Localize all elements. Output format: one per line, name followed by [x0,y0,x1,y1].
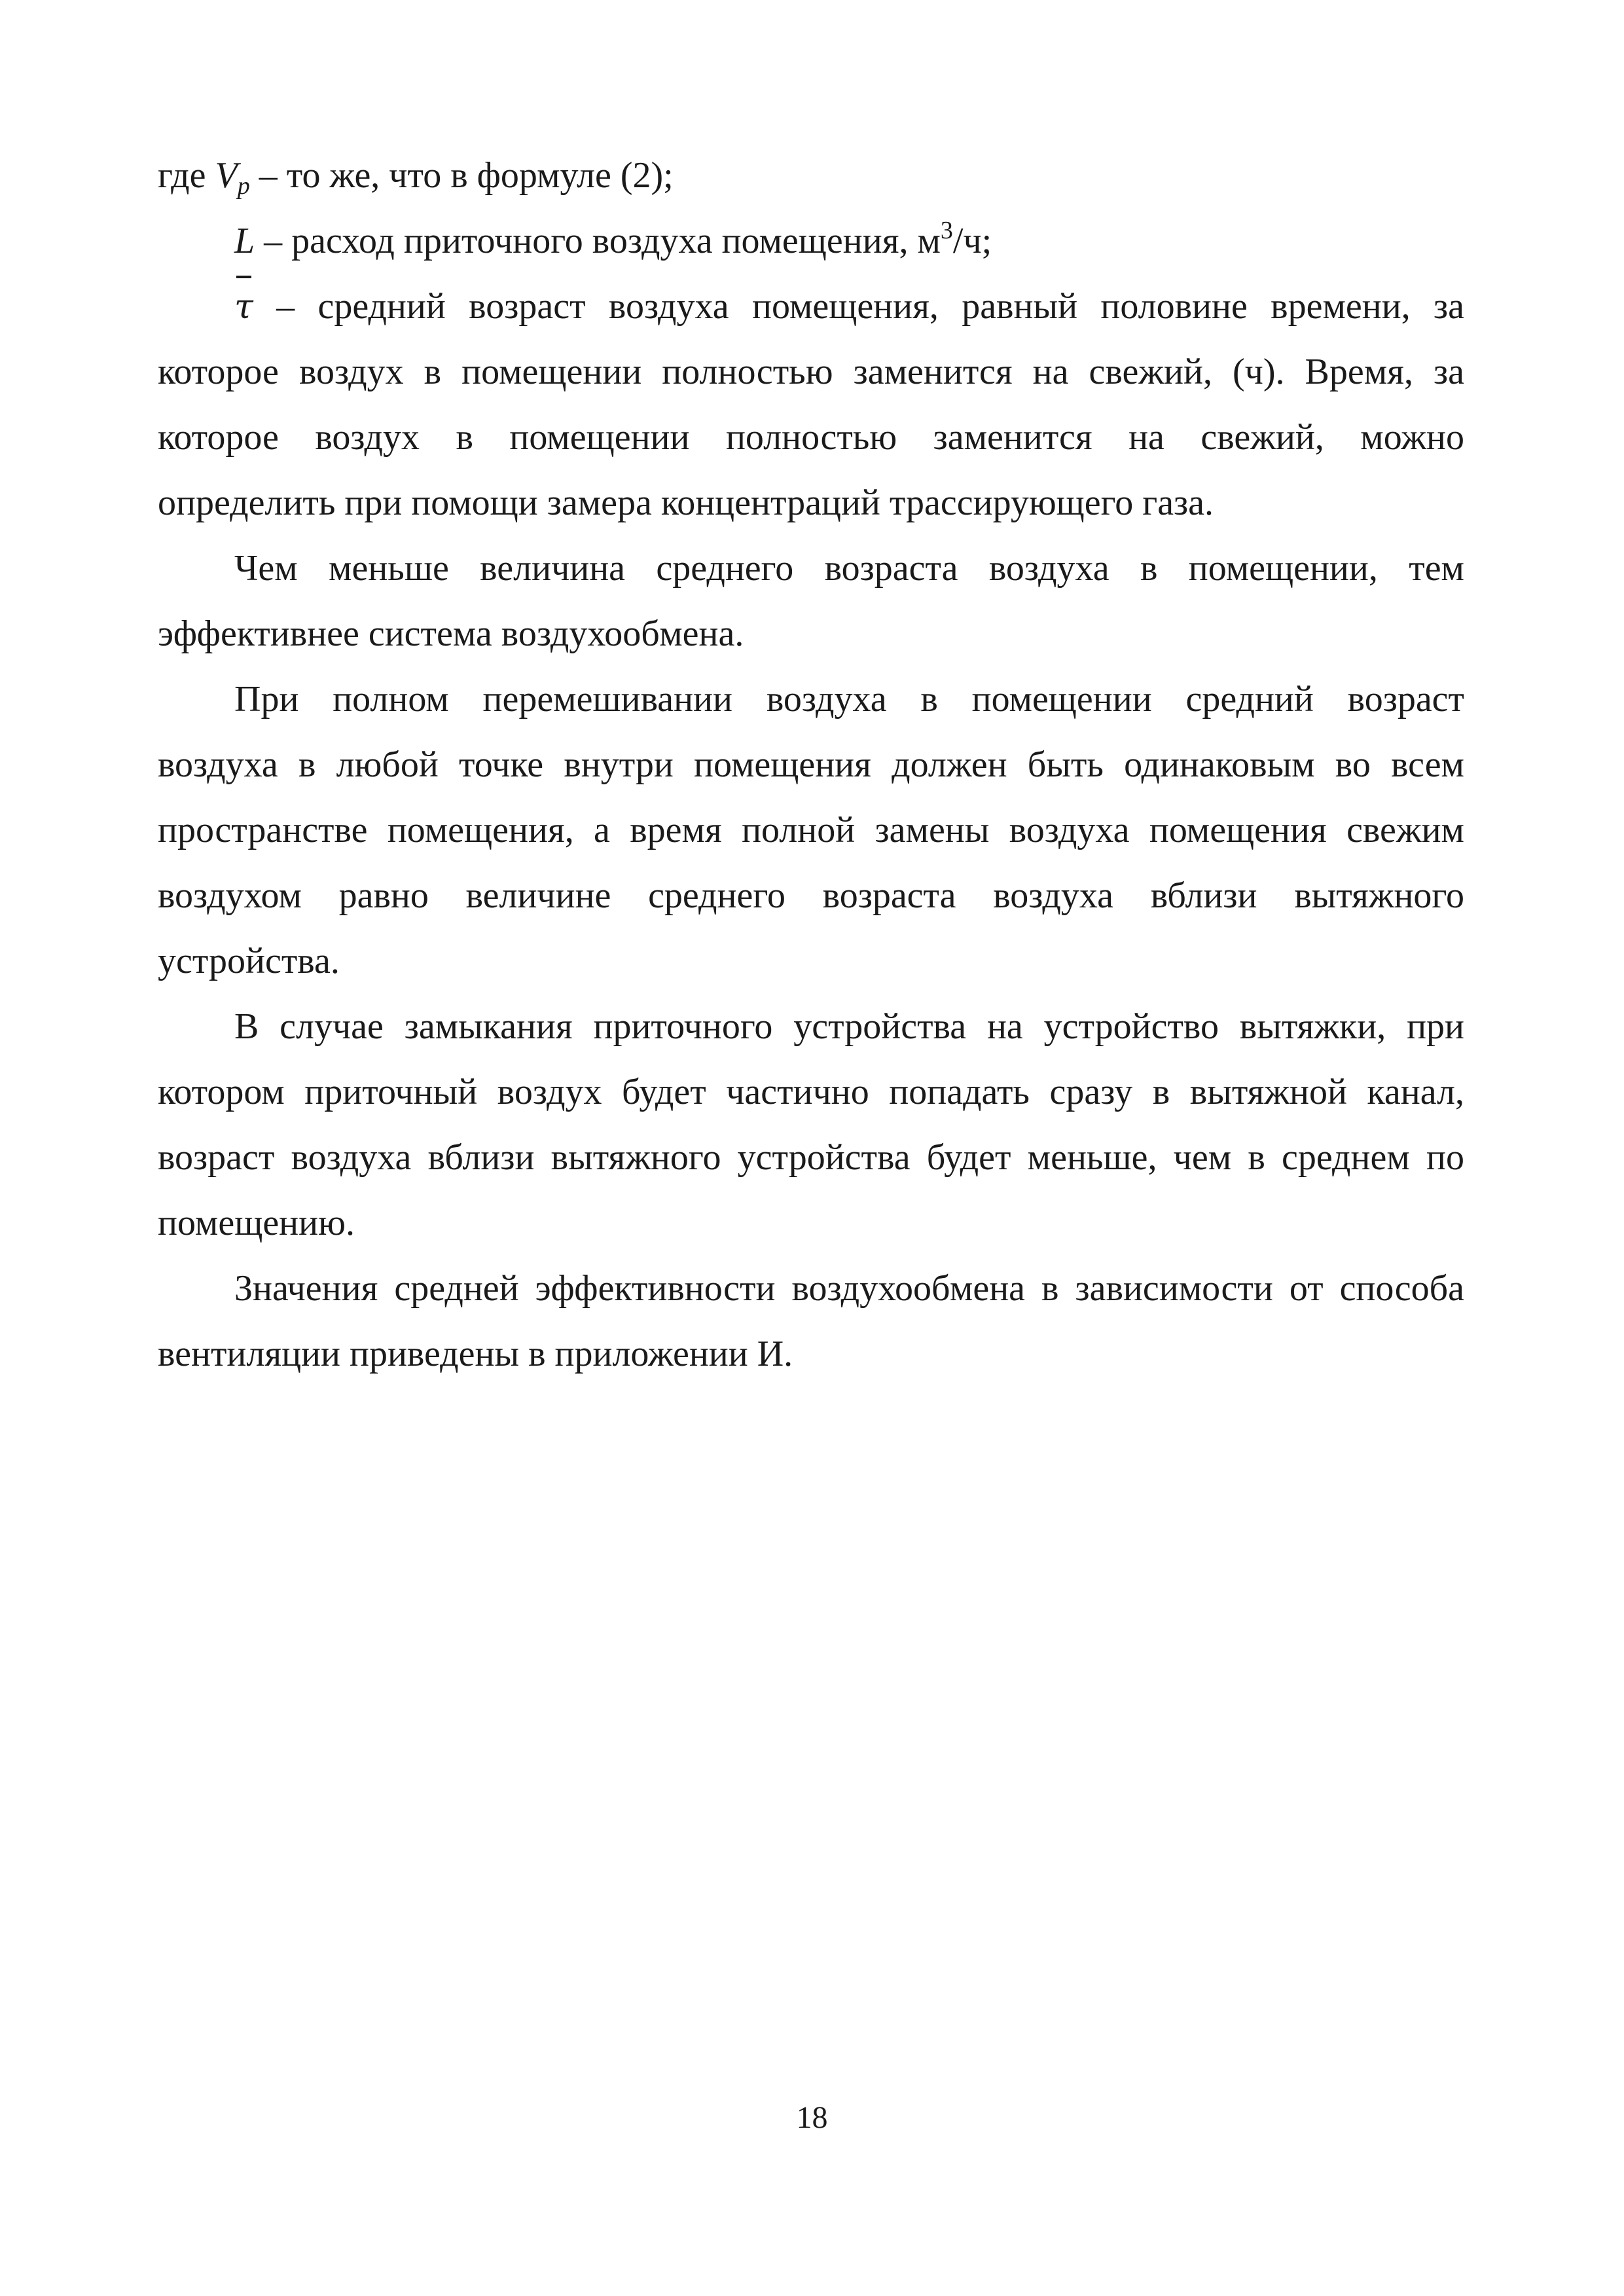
symbol-l: L [234,221,255,261]
paragraph-1-line-2: эффективнее система воздухообмена. [158,613,744,654]
symbol-tau [234,274,253,340]
definition-l-text: – расход приточного воздуха помещения, м [264,221,941,261]
paragraph-3-line-2: котором приточный воздух будет частично попадать сразу в вытяжной канал, [158,1072,1464,1112]
symbol-subscript-p: p [237,172,250,200]
paragraph-2-line-1: При полном перемешивании воздуха в помещении средний возраст [234,679,1464,720]
symbol-tau-glyph: τ [234,287,253,327]
paragraph-2-line-4: воздухом равно величине среднего возраста воздуха вблизи вытяжного [158,875,1464,916]
paragraph-4-line-1: Значения средней эффективности воздухообмена в зависимости от способа [234,1268,1464,1309]
unit-superscript: 3 [940,217,953,244]
paragraph-2-line-2: воздуха в любой точке внутри помещения должен быть одинаковым во всем [158,744,1464,785]
definition-tau-line-1 [158,274,1464,339]
definition-lead: где [158,155,206,196]
definition-tau-line-4: определить при помощи замера концентраций трассирующего газа. [158,483,1214,523]
paragraph-4-line-2: вентиляции приведены в приложении И. [158,1334,793,1374]
definition-l-tail: /ч; [952,221,992,261]
mean-bar [236,276,251,278]
page-body [158,143,1464,1387]
definition-vp [158,143,1464,208]
paragraph-2-line-3: пространстве помещения, а время полной замены воздуха помещения свежим [158,810,1464,850]
page-number: 18 [796,2100,828,2135]
paragraph-3-line-4: помещению. [158,1203,355,1243]
definition-vp-text: – то же, что в формуле (2); [259,155,674,196]
paragraph-2-line-5: устройства. [158,941,340,981]
definition-tau-line-2: которое воздух в помещении полностью заменится на свежий, (ч). Время, за [158,352,1464,392]
definition-tau-text: – средний возраст воздуха помещения, равный половине времени, за [276,286,1464,327]
symbol-v: V [215,155,238,196]
paragraph-3-line-3: возраст воздуха вблизи вытяжного устройства будет меньше, чем в среднем по [158,1137,1464,1178]
paragraph-3-line-1: В случае замыкания приточного устройства на устройство вытяжки, при [234,1006,1464,1047]
definition-tau-line-3: которое воздух в помещении полностью заменится на свежий, можно [158,417,1464,458]
definition-l [158,208,1464,274]
paragraph-1-line-1: Чем меньше величина среднего возраста воздуха в помещении, тем [234,548,1464,589]
